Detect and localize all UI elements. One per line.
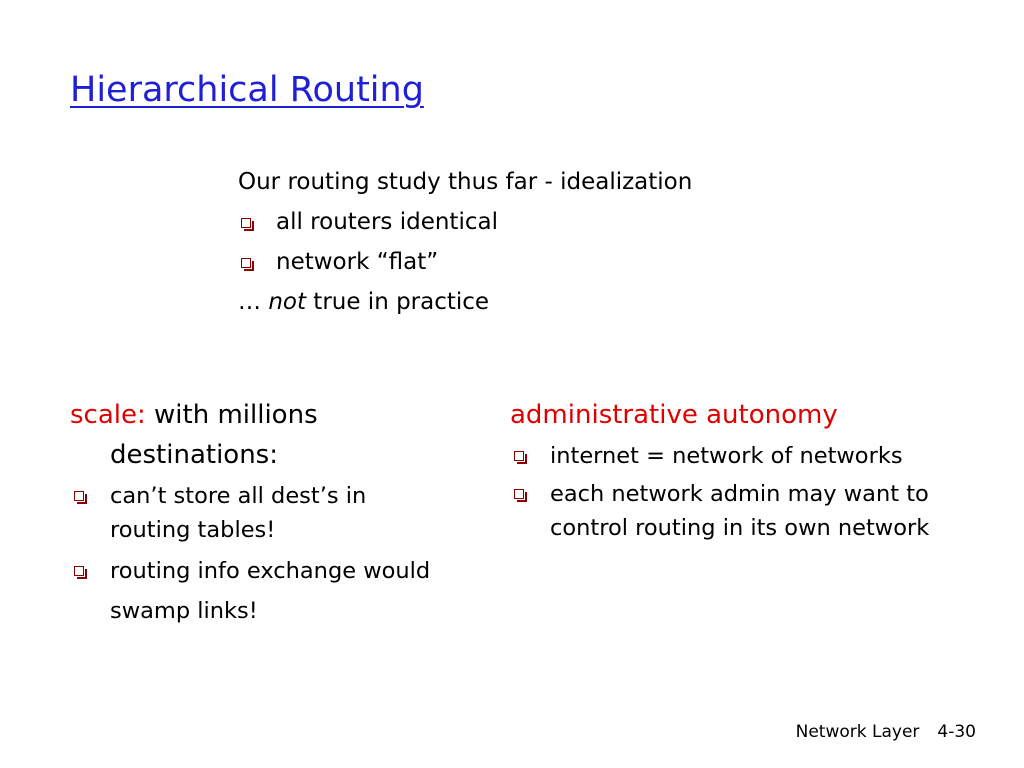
intro-closing-prefix: …: [238, 289, 269, 315]
autonomy-bullet-1: [510, 439, 950, 473]
intro-closing-emphasis: not: [268, 289, 306, 315]
square-bullet-icon: [514, 489, 524, 499]
slide-title: Hierarchical Routing: [70, 70, 424, 110]
intro-bullet-2: [238, 246, 838, 286]
scale-bullet-1-text: can’t store all dest’s in routing tables!: [110, 483, 367, 543]
square-bullet-icon: [241, 258, 251, 268]
autonomy-bullet-1-text: internet = network of networks: [550, 443, 903, 469]
scale-column: [70, 395, 450, 631]
autonomy-heading: administrative autonomy: [510, 400, 838, 430]
scale-label: scale:: [70, 400, 146, 430]
square-bullet-icon: [241, 218, 251, 228]
footer-section: Network Layer: [795, 722, 920, 742]
intro-bullet-1: [238, 206, 838, 246]
scale-bullet-2-text: routing info exchange would swamp links!: [110, 558, 431, 624]
scale-bullet-1: [70, 479, 450, 547]
scale-heading: [70, 395, 450, 475]
intro-closing: [238, 286, 838, 326]
slide-footer: [796, 722, 976, 742]
autonomy-bullet-2-text: each network admin may want to control routing in its own network: [550, 481, 930, 541]
scale-bullet-2: [70, 551, 450, 631]
intro-bullet-1-text: all routers identical: [276, 209, 498, 235]
autonomy-bullet-2: [510, 477, 950, 545]
autonomy-column: [510, 395, 950, 545]
intro-bullet-2-text: network “flat”: [276, 249, 439, 275]
intro-lead: Our routing study thus far - idealization: [238, 169, 693, 195]
scale-text: with millions destinations:: [110, 400, 318, 470]
square-bullet-icon: [514, 451, 524, 461]
intro-closing-rest: true in practice: [305, 289, 490, 315]
intro-block: [238, 166, 838, 326]
footer-page-number: 4-30: [937, 722, 976, 742]
square-bullet-icon: [74, 566, 84, 576]
square-bullet-icon: [74, 491, 84, 501]
